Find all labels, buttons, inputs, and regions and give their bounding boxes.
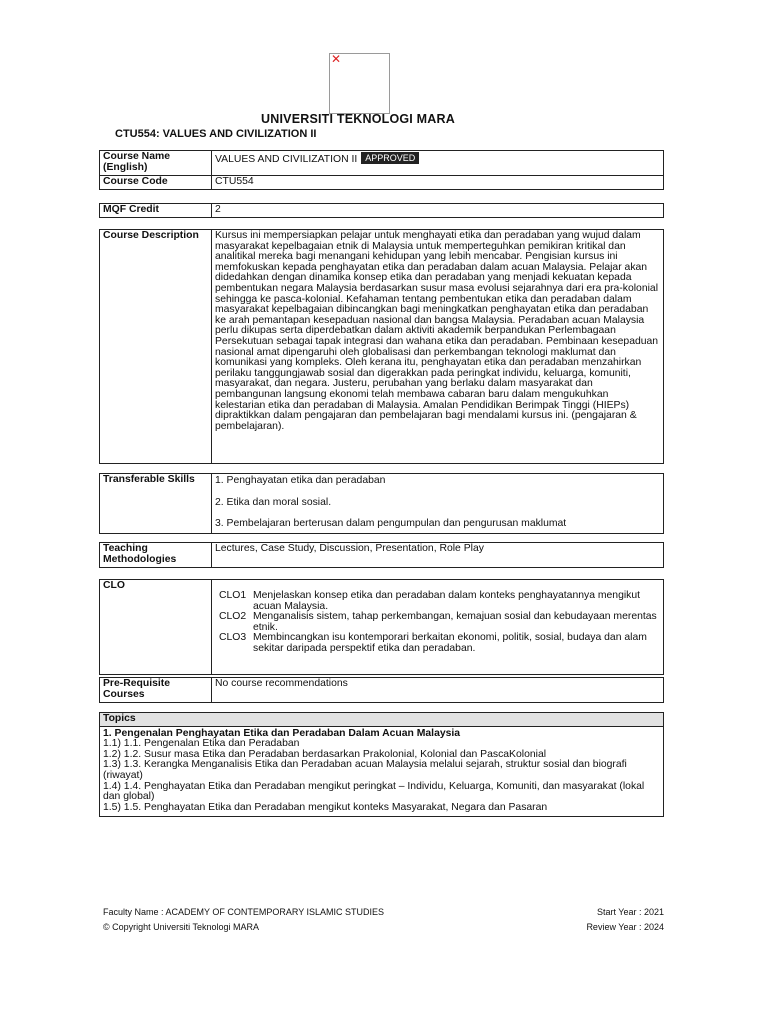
university-logo-placeholder bbox=[329, 53, 390, 114]
teaching-methodologies-label: Teaching Methodologies bbox=[100, 543, 212, 568]
clo-text: Menganalisis sistem, tahap perkembangan, kemajuan sosial dan kebudayaan merentas etnik. bbox=[253, 611, 657, 633]
clo-code: CLO1 bbox=[219, 590, 247, 601]
course-code-label: Course Code bbox=[100, 176, 212, 190]
clo-code: CLO3 bbox=[219, 632, 247, 644]
mqf-credit-value: 2 bbox=[212, 204, 664, 218]
skill-item: 1. Penghayatan etika dan peradaban bbox=[215, 475, 386, 486]
topic-item: 1.5) 1.5. Penghayatan Etika dan Peradaban mengikut konteks Masyarakat, Negara dan Pasaran bbox=[103, 801, 548, 813]
faculty-name: Faculty Name : ACADEMY OF CONTEMPORARY ISLAMIC STUDIES bbox=[103, 907, 385, 917]
topics-table bbox=[99, 712, 664, 817]
skill-item: 2. Etika dan moral sosial. bbox=[215, 496, 332, 508]
skill-item: 3. Pembelajaran berterusan dalam pengumpulan dan pengurusan maklumat bbox=[215, 518, 567, 530]
course-name-label: Course Name (English) bbox=[100, 151, 212, 176]
start-year: Start Year : 2021 bbox=[596, 907, 664, 917]
transferable-skills-table bbox=[99, 473, 664, 534]
mqf-credit-table bbox=[99, 203, 664, 218]
copyright: © Copyright Universiti Teknologi MARA bbox=[103, 922, 260, 932]
review-year: Review Year : 2024 bbox=[586, 922, 664, 932]
course-code-value: CTU554 bbox=[212, 176, 664, 190]
clo-code: CLO2 bbox=[219, 611, 247, 623]
topic-item: 1.4) 1.4. Penghayatan Etika dan Peradaban mengikut peringkat – Individu, Keluarga, Komuniti, dan masyarakat (lokal dan global) bbox=[103, 780, 645, 803]
course-description-table bbox=[99, 229, 664, 464]
course-identity-table bbox=[99, 150, 664, 190]
teaching-methodologies-table bbox=[99, 542, 664, 568]
topic-item: 1.1) 1.1. Pengenalan Etika dan Peradaban bbox=[103, 738, 300, 750]
transferable-skills-cell bbox=[212, 474, 664, 534]
course-description-label: Course Description bbox=[100, 230, 212, 464]
course-code-row bbox=[100, 176, 664, 190]
course-description-value: Kursus ini mempersiapkan pelajar untuk menghayati etika dan peradaban yang wujud dalam masyarakat kepelbagaian etnik di Malaysia untuk memperteguhkan pemikiran kritikal dan analitikal mereka bagi menangani kehidupan yang lebih mencabar. Pengisian kursus ini memfokuskan kepada penghayatan etika dan peradaban dalam acuan Malaysia. Pelajar akan didedahkan dengan dinamika konsep etika dan peradaban yang menjadi kekuatan kepada pembentukan negara Malaysia berdasarkan susur masa evolusi sejarahnya dari era pra-kolonial sehingga ke pasca-kolonial. Kefahaman tentang pembentukan etika dan peradaban dalam masyarakat kepelbagaian dibincangkan bagi meningkatkan penghayatan etika dan peradaban ke arah pemantapan kesepaduan nasional dan bangsa Malaysia. Peradaban acuan Malaysia perlu dikupas serta diperdebatkan dalam aktiviti akademik berpandukan Perlembagaan Persekutuan sebagai tapak integrasi dan wahana etika dan peradaban. Pembinaan kesepaduan nasional amat dipengaruhi oleh globalisasi dan perkembangan teknologi maklumat dan komunikasi yang kompleks. Oleh kerana itu, penghayatan etika dan peradaban menzahirkan perilaku tanggungjawab sosial dan digerakkan pada peringkat individu, keluarga, komuniti, masyarakat, dan negara. Justeru, perubahan yang berlaku dalam masyarakat dan pembangunan langsung ekonomi telah membawa cabaran baru dalam mengukuhkan kelestarian etika dan peradaban di Malaysia. Amalan Pendidikan Berimpak Tinggi (HIEPs) dipraktikkan dalam pengajaran dan pembelajaran bagi mendalami kursus ini. (pengajaran & pembelajaran). bbox=[212, 230, 664, 464]
topic-main: 1. Pengenalan Penghayatan Etika dan Peradaban Dalam Acuan Malaysia bbox=[103, 727, 461, 739]
clo-table bbox=[99, 579, 664, 675]
topic-item: 1.3) 1.3. Kerangka Menganalisis Etika dan Peradaban acuan Malaysia melalui sejarah, struktur sosial dan biografi (riwayat) bbox=[103, 759, 627, 781]
clo-label: CLO bbox=[100, 580, 212, 675]
clo-item bbox=[219, 612, 660, 633]
clo-item bbox=[219, 633, 660, 654]
prerequisite-table bbox=[99, 677, 664, 703]
topics-header: Topics bbox=[100, 713, 664, 727]
transferable-skills-label: Transferable Skills bbox=[100, 474, 212, 534]
topics-cell bbox=[100, 726, 664, 817]
course-name-cell bbox=[212, 151, 664, 176]
broken-image-icon: ✕ bbox=[331, 52, 342, 66]
clo-text: Menjelaskan konsep etika dan peradaban dalam konteks penghayatannya mengikut acuan Malaysia. bbox=[253, 590, 641, 612]
clo-cell bbox=[212, 580, 664, 675]
course-heading: CTU554: VALUES AND CIVILIZATION II bbox=[115, 128, 317, 140]
prerequisite-value: No course recommendations bbox=[212, 678, 664, 703]
course-name-value: VALUES AND CIVILIZATION II bbox=[215, 154, 358, 165]
topic-item: 1.2) 1.2. Susur masa Etika dan Peradaban berdasarkan Prakolonial, Kolonial dan PascaKolonial bbox=[103, 748, 547, 760]
course-name-row bbox=[100, 151, 664, 176]
clo-item bbox=[219, 591, 660, 612]
mqf-credit-label: MQF Credit bbox=[100, 204, 212, 218]
teaching-methodologies-value: Lectures, Case Study, Discussion, Presentation, Role Play bbox=[212, 543, 664, 568]
clo-text: Membincangkan isu kontemporari berkaitan ekonomi, politik, sosial, budaya dan alam sekitar daripada perspektif etika dan peradaban. bbox=[253, 632, 647, 654]
approved-badge: APPROVED bbox=[361, 152, 419, 164]
university-title: UNIVERSITI TEKNOLOGI MARA bbox=[261, 112, 455, 126]
prerequisite-label: Pre-Requisite Courses bbox=[100, 678, 212, 703]
